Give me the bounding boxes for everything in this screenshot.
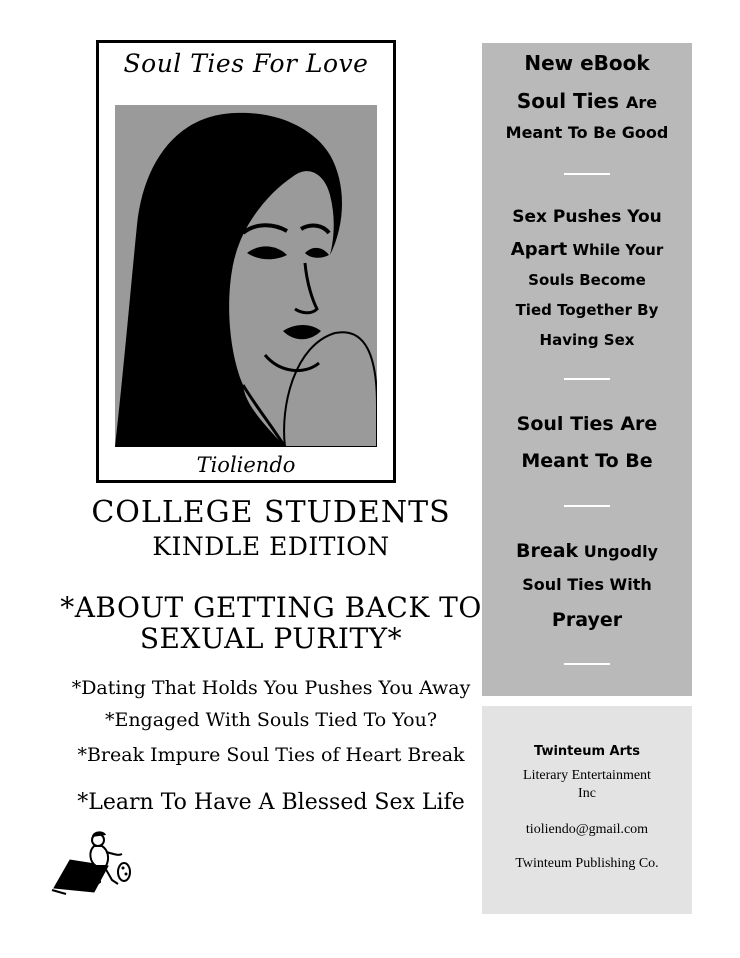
sidebar-text: New eBook bbox=[524, 51, 650, 75]
sidebar-text: Prayer bbox=[551, 609, 623, 631]
sidebar-divider bbox=[564, 663, 610, 665]
sidebar-text-plain: Ungodly bbox=[583, 542, 658, 561]
sidebar-text: Souls Become bbox=[528, 271, 646, 289]
book-cover-author: Tioliendo bbox=[196, 453, 296, 477]
sidebar-text-plain: While Your bbox=[572, 241, 664, 259]
sidebar-text: Meant To Be Good bbox=[505, 123, 669, 142]
sidebar-text-emphasis: Soul Ties bbox=[516, 89, 620, 113]
company-name: Twinteum Arts bbox=[534, 744, 640, 759]
woman-portrait-illustration bbox=[115, 105, 377, 447]
sidebar-text: Tied Together By bbox=[515, 301, 659, 319]
bullet-item: *Learn To Have A Blessed Sex Life bbox=[77, 790, 465, 815]
sidebar-text bbox=[482, 239, 692, 260]
bullet-item: *Break Impure Soul Ties of Heart Break bbox=[77, 744, 465, 766]
heading-sexual-purity-line1: *ABOUT GETTING BACK TO bbox=[60, 591, 482, 624]
heading-kindle-edition: KINDLE EDITION bbox=[152, 532, 390, 561]
sidebar-text: Soul Ties With bbox=[522, 575, 652, 594]
heading-sexual-purity bbox=[36, 592, 506, 654]
sidebar-text: Having Sex bbox=[539, 331, 635, 349]
sidebar-divider bbox=[564, 378, 610, 380]
artist-logo bbox=[48, 826, 132, 896]
contact-box bbox=[482, 706, 692, 914]
sidebar-text bbox=[482, 540, 692, 562]
sidebar-divider bbox=[564, 173, 610, 175]
company-line: Inc bbox=[578, 786, 596, 801]
book-cover-title: Soul Ties For Love bbox=[123, 49, 369, 78]
sidebar-text bbox=[482, 89, 692, 113]
sidebar-text-emphasis: Break bbox=[516, 540, 579, 562]
heading-sexual-purity-line2: SEXUAL PURITY* bbox=[139, 622, 403, 655]
publisher-name: Twinteum Publishing Co. bbox=[515, 856, 659, 871]
company-line: Literary Entertainment bbox=[523, 768, 651, 783]
artist-with-easel-icon bbox=[48, 826, 132, 896]
bullet-item: *Engaged With Souls Tied To You? bbox=[104, 709, 438, 731]
sidebar-text-plain: Are bbox=[626, 93, 658, 112]
bullet-item: *Dating That Holds You Pushes You Away bbox=[71, 677, 471, 699]
sidebar-text: Sex Pushes You bbox=[512, 207, 662, 227]
promo-sidebar bbox=[482, 43, 692, 696]
sidebar-text-emphasis: Apart bbox=[510, 239, 568, 260]
sidebar-text: Soul Ties Are bbox=[516, 413, 658, 435]
portrait-icon bbox=[115, 105, 377, 447]
book-cover bbox=[96, 40, 396, 483]
heading-college-students: COLLEGE STUDENTS bbox=[91, 495, 451, 530]
contact-email: tioliendo@gmail.com bbox=[525, 822, 649, 837]
sidebar-text: Meant To Be bbox=[521, 450, 653, 472]
sidebar-divider bbox=[564, 505, 610, 507]
